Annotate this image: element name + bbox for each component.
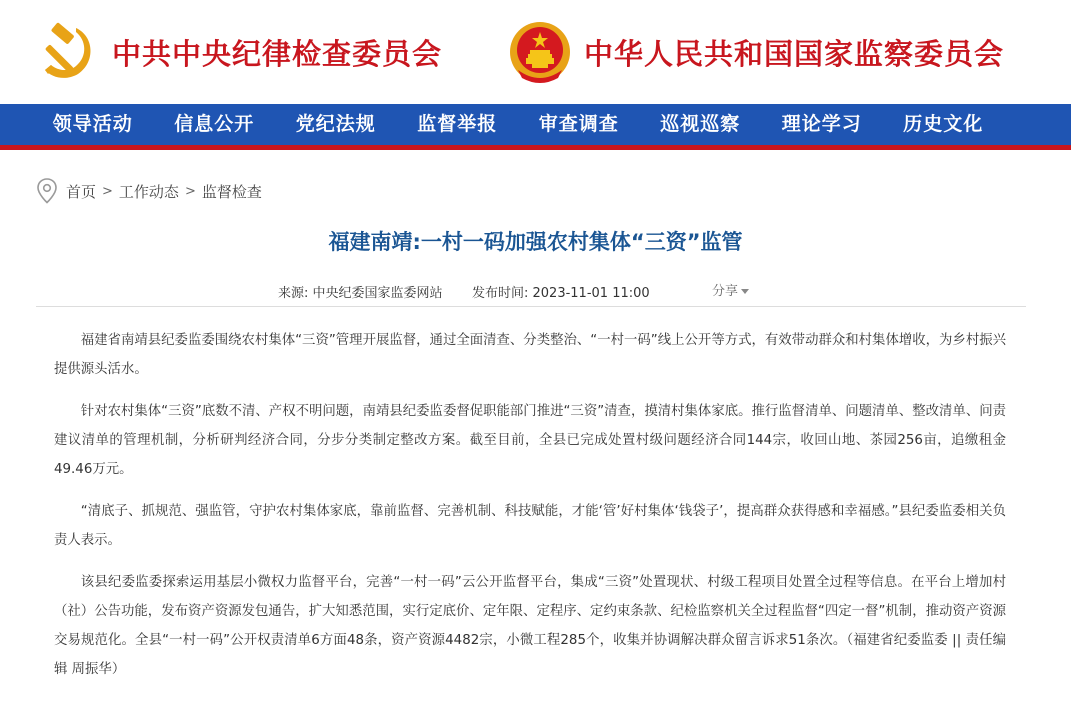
article-paragraph: 福建省南靖县纪委监委围绕农村集体“三资”管理开展监督，通过全面清查、分类整治、“一村一码”线上公开等方式，有效带动群众和村集体增收，为乡村振兴提供源头活水。 (54, 333, 1006, 377)
nav-item-reporting[interactable]: 监督举报 (417, 113, 498, 135)
article-title: 福建南靖:一村一码加强农村集体“三资”监管 (328, 230, 743, 254)
article-paragraph: 针对农村集体“三资”底数不清、产权不明问题，南靖县纪委监委督促职能部门推进“三资”清查，摸清村集体家底。推行监督清单、问题清单、整改清单、问责建议清单的管理机制，分析研判经济合同，分步分类制定整改方案。截至目前，全县已完成处置村级问题经济合同144宗，收回山地、茶园256亩，追缴租金49.46万元。 (54, 404, 1006, 477)
article-paragraph: 该县纪委监委探索运用基层小微权力监督平台，完善“一村一码”云公开监督平台，集成“三资”处置现状、村级工程项目处置全过程等信息。在平台上增加村（社）公告功能，发布资产资源发包通告，扩大知悉范围，实行定底价、定年限、定程序、定约束条款、纪检监察机关全过程监督“四定一督”机制，推动资产资源交易规范化。全县“一村一码”公开权责清单6方面48条，资产资源4482宗，小微工程285个，收集并协调解决群众留言诉求51条次。（福建省纪委监委 || 责任编辑 周振华） (54, 575, 1006, 677)
location-pin-icon (36, 178, 58, 204)
nsc-brand[interactable] (508, 14, 1004, 90)
nav-item-disclosure[interactable]: 信息公开 (174, 113, 255, 135)
nsc-name: 中华人民共和国国家监察委员会 (584, 36, 1005, 71)
party-emblem-icon (36, 20, 100, 84)
article-meta (0, 280, 1071, 300)
breadcrumb-supervision[interactable]: 监督检查 (201, 182, 262, 201)
nav-item-leadership[interactable]: 领导活动 (52, 113, 133, 135)
site-header (0, 0, 1071, 104)
cc-discipline-name: 中共中央纪律检查委员会 (112, 36, 443, 71)
nav-item-history[interactable]: 历史文化 (903, 113, 984, 135)
article-paragraph: “清底子、抓规范、强监管，守护农村集体家底，靠前监督、完善机制、科技赋能，才能‘管’好村集体‘钱袋子’，提高群众获得感和幸福感。”县纪委监委相关负责人表示。 (54, 504, 1006, 548)
chevron-down-icon (741, 289, 749, 294)
nav-item-inspection[interactable]: 巡视巡察 (660, 113, 741, 135)
share-button[interactable] (712, 280, 749, 299)
article-publish-time: 发布时间: 2023-11-01 11:00 (472, 286, 650, 301)
share-label: 分享 (712, 284, 739, 299)
nav-item-regulations[interactable]: 党纪法规 (295, 113, 376, 135)
nav-item-theory[interactable]: 理论学习 (781, 113, 862, 135)
breadcrumb-work-news[interactable]: 工作动态 (118, 182, 179, 201)
article-source: 来源: 中央纪委国家监委网站 (278, 286, 443, 301)
nav-item-investigation[interactable]: 审查调查 (538, 113, 619, 135)
cc-discipline-brand[interactable] (36, 14, 442, 90)
meta-divider (36, 306, 1026, 307)
breadcrumb-separator: > (184, 183, 196, 199)
article-body (54, 326, 1006, 697)
breadcrumb-separator: > (102, 183, 113, 199)
national-emblem-icon (508, 20, 572, 84)
breadcrumb (36, 176, 262, 206)
main-nav-list (0, 104, 1071, 145)
main-nav (0, 104, 1071, 150)
breadcrumb-home[interactable]: 首页 (66, 182, 97, 201)
